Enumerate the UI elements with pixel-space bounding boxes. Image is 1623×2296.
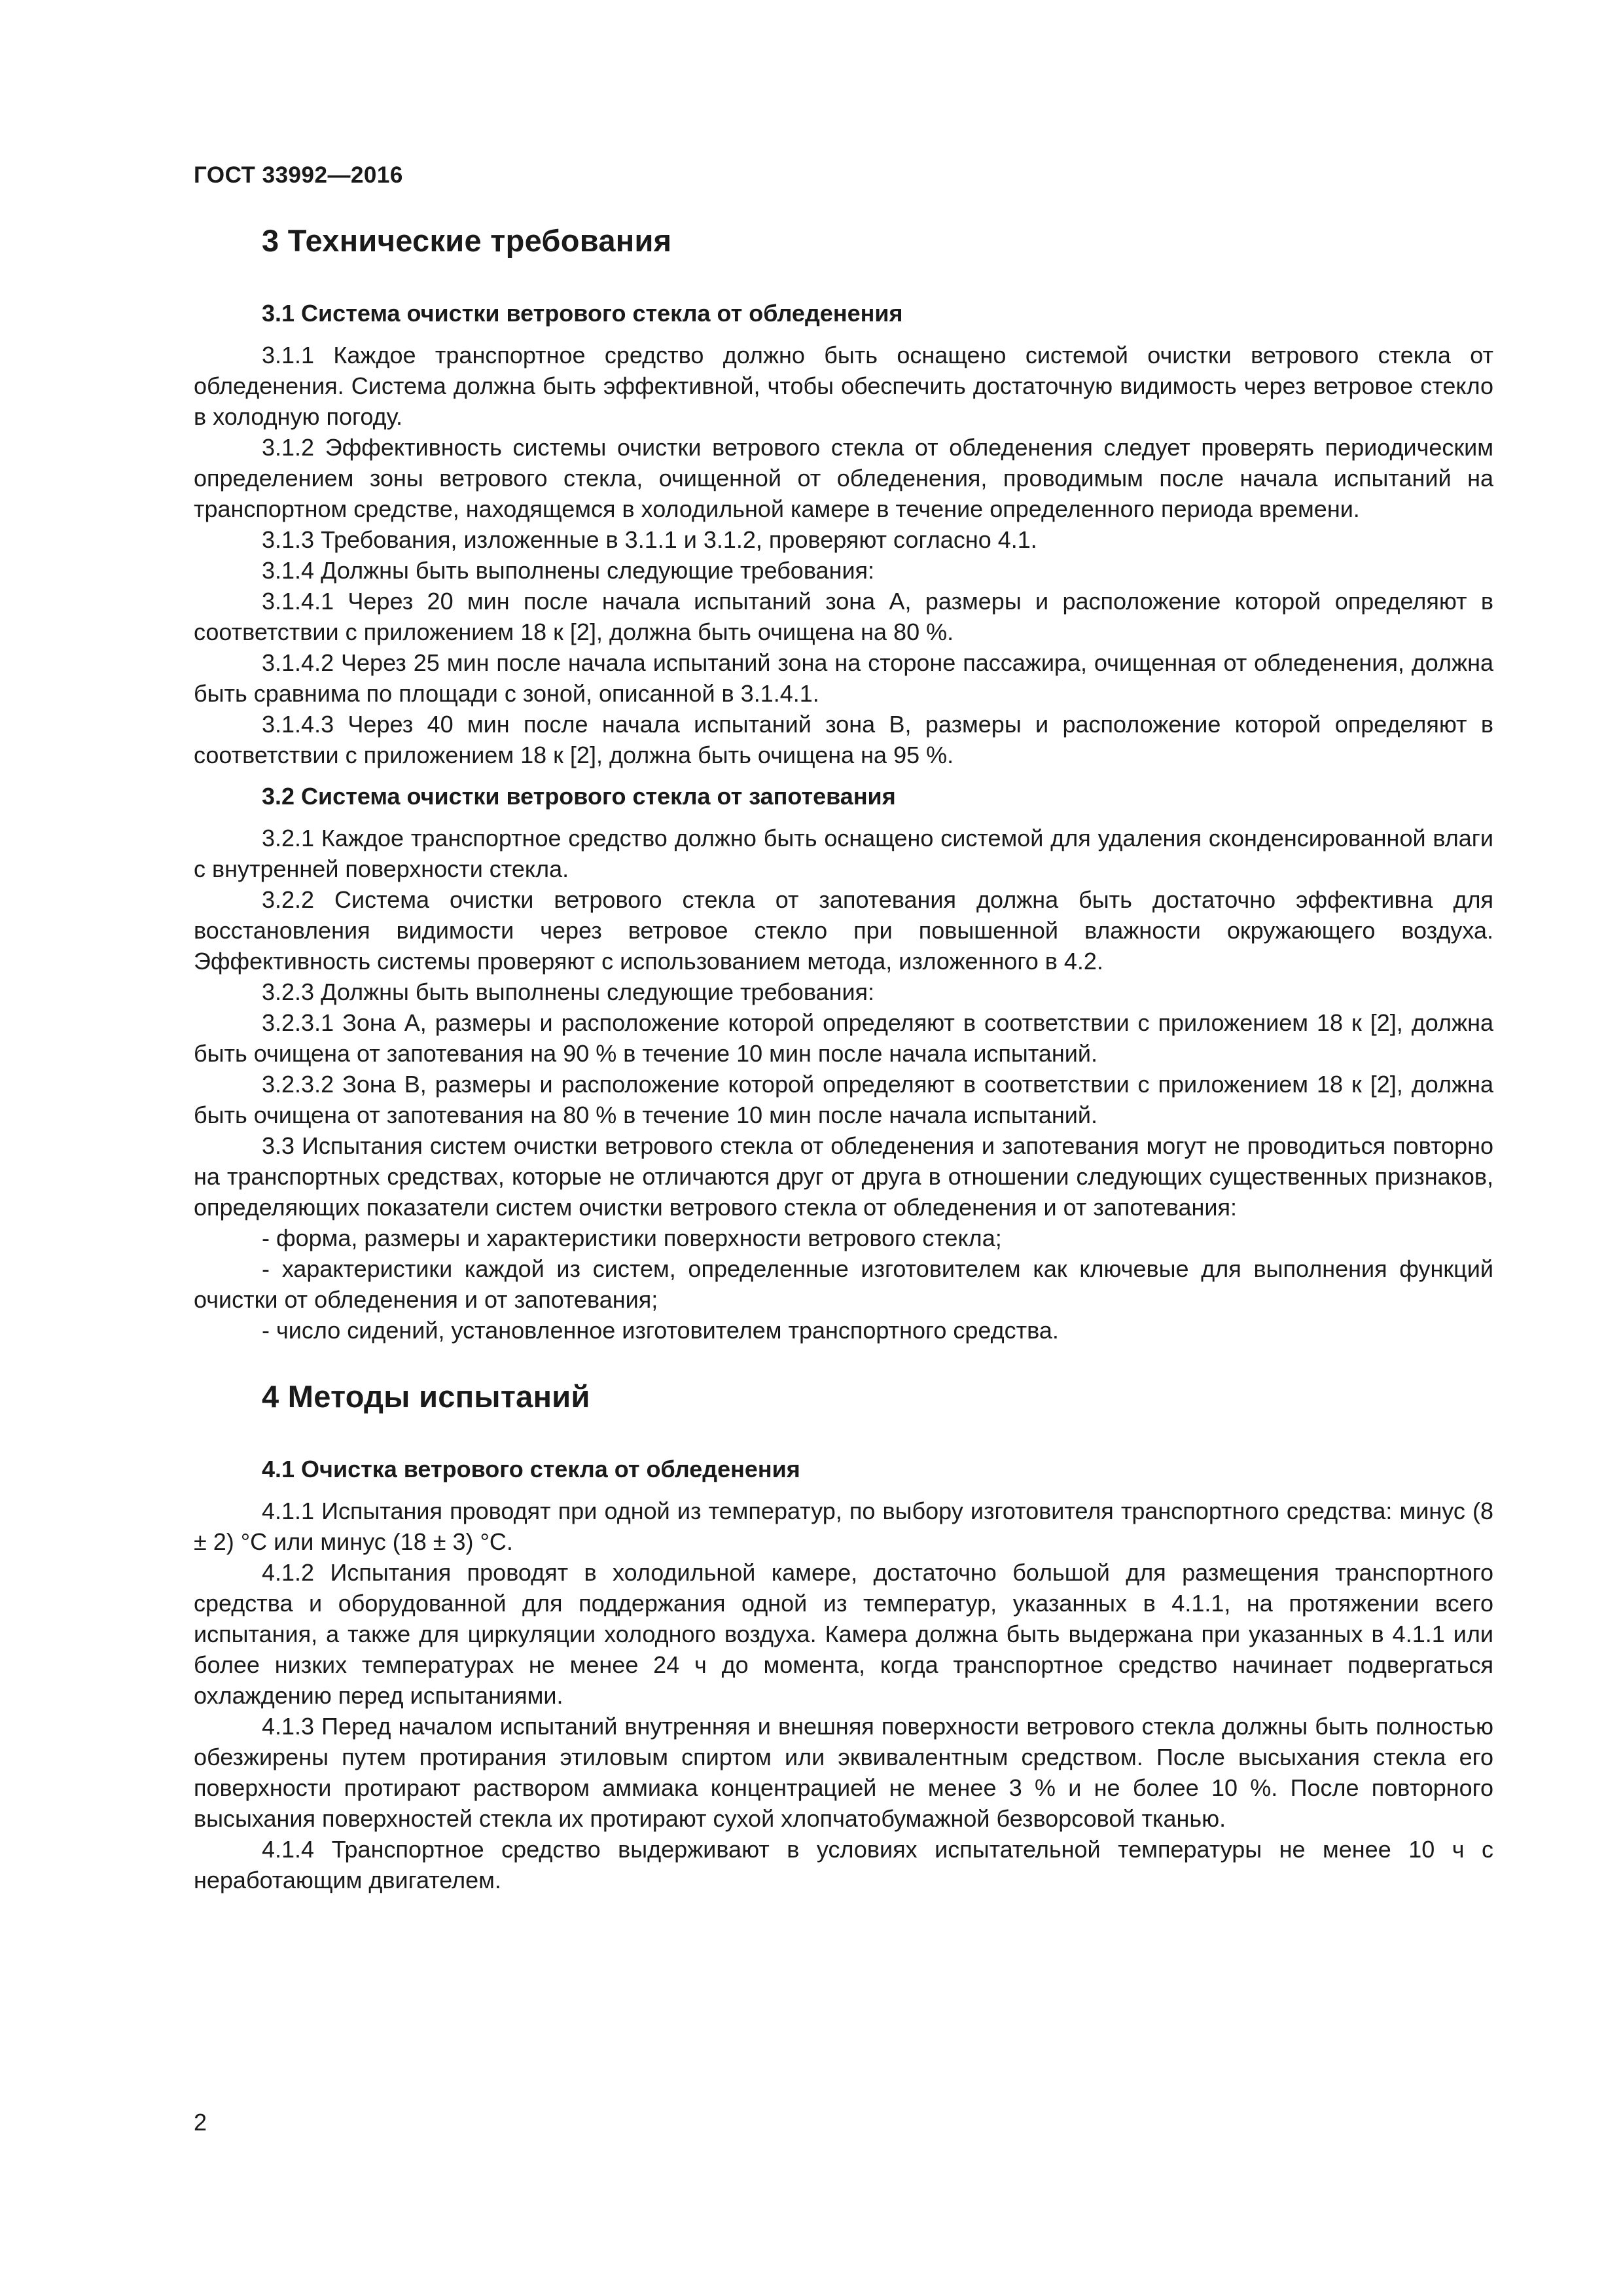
section-4-title: 4 Методы испытаний: [262, 1379, 590, 1414]
paragraph: 4.1.2 Испытания проводят в холодильной камере, достаточно большой для размещения транспортного средства и оборудованной для поддержания одной из температур, указанных в 4.1.1, на протяжении всего испытания, а также для циркуляции холодного воздуха. Камера должна быть выдержана при указанных в 4.1.1 или более низких температурах не менее 24 ч до момента, когда транспортное средство начинает подвергаться охлаждению перед испытаниями.: [194, 1559, 1493, 1709]
paragraph: 3.1.1 Каждое транспортное средство должно быть оснащено системой очистки ветрового стекла от обледенения. Система должна быть эффективной, чтобы обеспечить достаточную видимость через ветровое стекло в холодную погоду.: [194, 342, 1493, 430]
document-code: ГОСТ 33992—2016: [194, 162, 403, 188]
paragraph: 3.2.3 Должны быть выполнены следующие требования:: [262, 978, 875, 1005]
paragraph: 3.1.4.2 Через 25 мин после начала испытаний зона на стороне пассажира, очищенная от обледенения, должна быть сравнима по площади с зоной, описанной в 3.1.4.1.: [194, 649, 1493, 707]
paragraph: 3.1.4.3 Через 40 мин после начала испытаний зона B, размеры и расположение которой определяют в соответствии с приложением 18 к [2], должна быть очищена на 95 %.: [194, 711, 1493, 768]
paragraph: 4.1.3 Перед началом испытаний внутренняя и внешняя поверхности ветрового стекла должны быть полностью обезжирены путем протирания этиловым спиртом или эквивалентным средством. После высыхания стекла его поверхности протирают раствором аммиака концентрацией не менее 3 % и не более 10 %. После повторного высыхания поверхностей стекла их протирают сухой хлопчатобумажной безворсовой тканью.: [194, 1713, 1493, 1832]
list-item: - характеристики каждой из систем, определенные изготовителем как ключевые для выполнения функций очистки от обледенения и от запотевания;: [194, 1255, 1493, 1313]
paragraph: 3.2.2 Система очистки ветрового стекла от запотевания должна быть достаточно эффективна для восстановления видимости через ветровое стекло при повышенной влажности окружающего воздуха. Эффективность системы проверяют с использованием метода, изложенного в 4.2.: [194, 886, 1493, 975]
subsection-4-1-title: 4.1 Очистка ветрового стекла от обледенения: [262, 1456, 800, 1482]
paragraph: 3.2.3.1 Зона A, размеры и расположение которой определяют в соответствии с приложением 18 к [2], должна быть очищена от запотевания на 90 % в течение 10 мин после начала испытаний.: [194, 1009, 1493, 1067]
paragraph: 4.1.4 Транспортное средство выдерживают в условиях испытательной температуры не менее 10 ч с неработающим двигателем.: [194, 1836, 1493, 1893]
paragraph: 3.1.3 Требования, изложенные в 3.1.1 и 3.1.2, проверяют согласно 4.1.: [262, 526, 1037, 553]
paragraph: 3.3 Испытания систем очистки ветрового стекла от обледенения и запотевания могут не проводиться повторно на транспортных средствах, которые не отличаются друг от друга в отношении следующих существенных признаков, определяющих показатели систем очистки ветрового стекла от обледенения и от запотевания:: [194, 1132, 1493, 1221]
subsection-3-2-title: 3.2 Система очистки ветрового стекла от запотевания: [262, 783, 896, 810]
paragraph: 3.1.4 Должны быть выполнены следующие требования:: [262, 557, 875, 584]
list-item: - форма, размеры и характеристики поверхности ветрового стекла;: [262, 1225, 1002, 1251]
paragraph: 3.1.4.1 Через 20 мин после начала испытаний зона A, размеры и расположение которой определяют в соответствии с приложением 18 к [2], должна быть очищена на 80 %.: [194, 588, 1493, 645]
paragraph: 3.2.1 Каждое транспортное средство должно быть оснащено системой для удаления сконденсированной влаги с внутренней поверхности стекла.: [194, 825, 1493, 882]
page-number: 2: [194, 2109, 207, 2136]
subsection-3-1-title: 3.1 Система очистки ветрового стекла от обледенения: [262, 300, 903, 327]
paragraph: 3.2.3.2 Зона B, размеры и расположение которой определяют в соответствии с приложением 18 к [2], должна быть очищена от запотевания на 80 % в течение 10 мин после начала испытаний.: [194, 1071, 1493, 1128]
paragraph: 4.1.1 Испытания проводят при одной из температур, по выбору изготовителя транспортного средства: минус (8 ± 2) °C или минус (18 ± 3) °C.: [194, 1498, 1493, 1555]
page-content: [194, 223, 1493, 1895]
section-3-title: 3 Технические требования: [262, 223, 672, 258]
paragraph: 3.1.2 Эффективность системы очистки ветрового стекла от обледенения следует проверять периодическим определением зоны ветрового стекла, очищенной от обледенения, проводимым после начала испытаний на транспортном средстве, находящемся в холодильной камере в течение определенного периода времени.: [194, 434, 1493, 522]
list-item: - число сидений, установленное изготовителем транспортного средства.: [262, 1317, 1059, 1344]
